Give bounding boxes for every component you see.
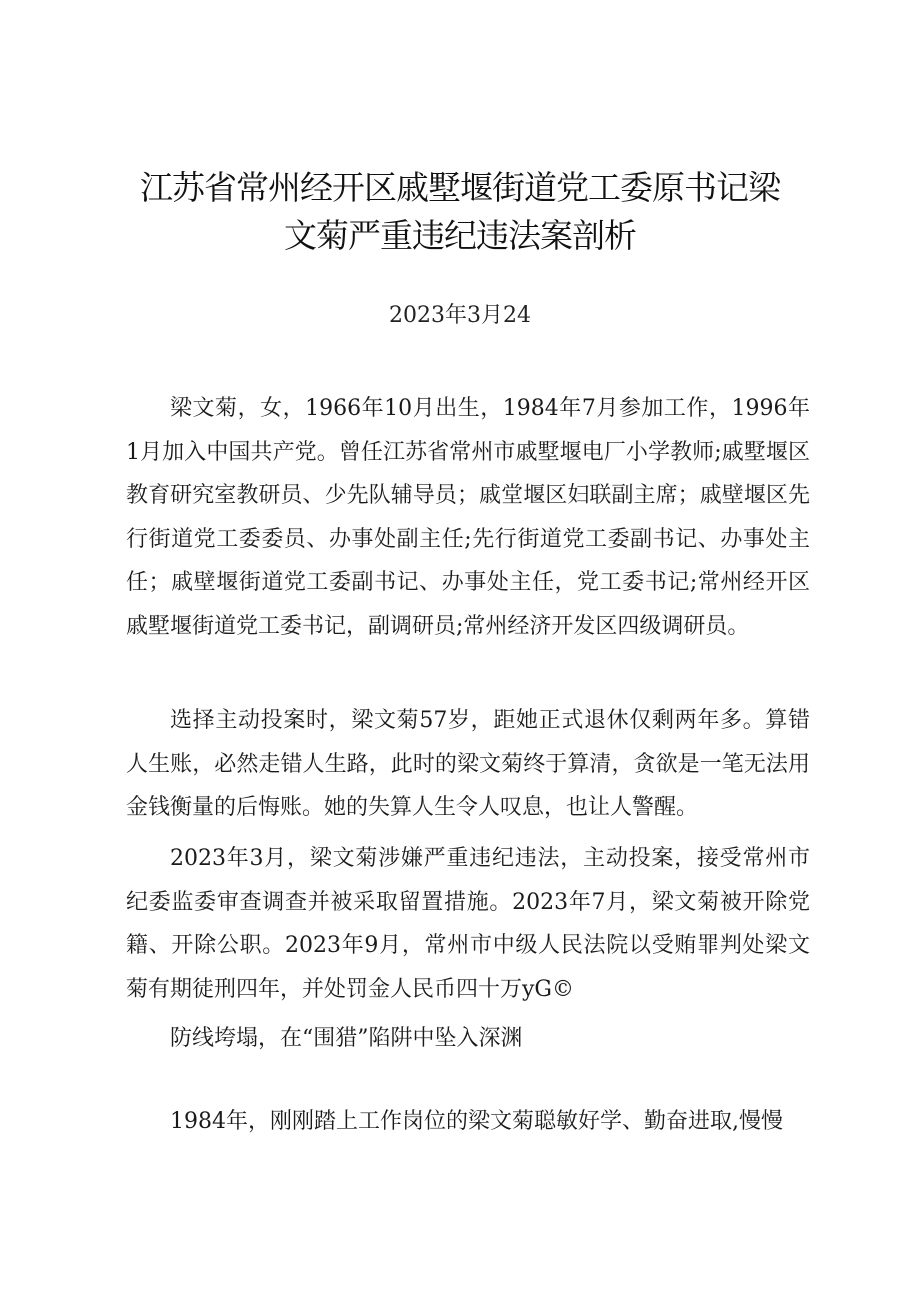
document-date: 2023年3月24 <box>389 303 531 328</box>
paragraph-biography: 梁文菊，女，1966年10月出生，1984年7月参加工作，1996年1月加入中国共产党。曾任江苏省常州市戚墅堰电厂小学教师;戚墅堰区教育研究室教研员、少先队辅导员；戚堂堰区妇联副主席；戚壁堰区先行街道党工委委员、办事处副主任;先行街道党工委副书记、办事处主任；戚壁堰街道党工委副书记、办事处主任，党工委书记;常州经开区戚墅堰街道党工委书记，副调研员;常州经济开发区四级调研员。 <box>126 396 810 639</box>
paragraph-career-start: 1984年，刚刚踏上工作岗位的梁文菊聪敏好学、勤奋进取,慢慢 <box>170 1109 783 1134</box>
document-title-line-2: 文菊严重违纪违法案剖析 <box>284 216 636 255</box>
section-heading: 防线垮塌，在“围猎”陷阱中坠入深渊 <box>170 1026 523 1051</box>
document-title-line-1: 江苏省常州经开区戚墅堰街道党工委原书记梁 <box>140 168 780 207</box>
paragraph-surrender: 选择主动投案时，梁文菊57岁，距她正式退休仅剩两年多。算错人生账，必然走错人生路，此时的梁文菊终于算清，贪欲是一笔无法用金钱衡量的后悔账。她的失算人生令人叹息，也让人警醒。 <box>126 708 810 820</box>
paragraph-sentence: 2023年3月，梁文菊涉嫌严重违纪违法，主动投案，接受常州市纪委监委审查调查并被采取留置措施。2023年7月，梁文菊被开除党籍、开除公职。2023年9月，常州市中级人民法院以受贿罪判处梁文菊有期徒刑四年，并处罚金人民币四十万yG© <box>126 846 810 1002</box>
